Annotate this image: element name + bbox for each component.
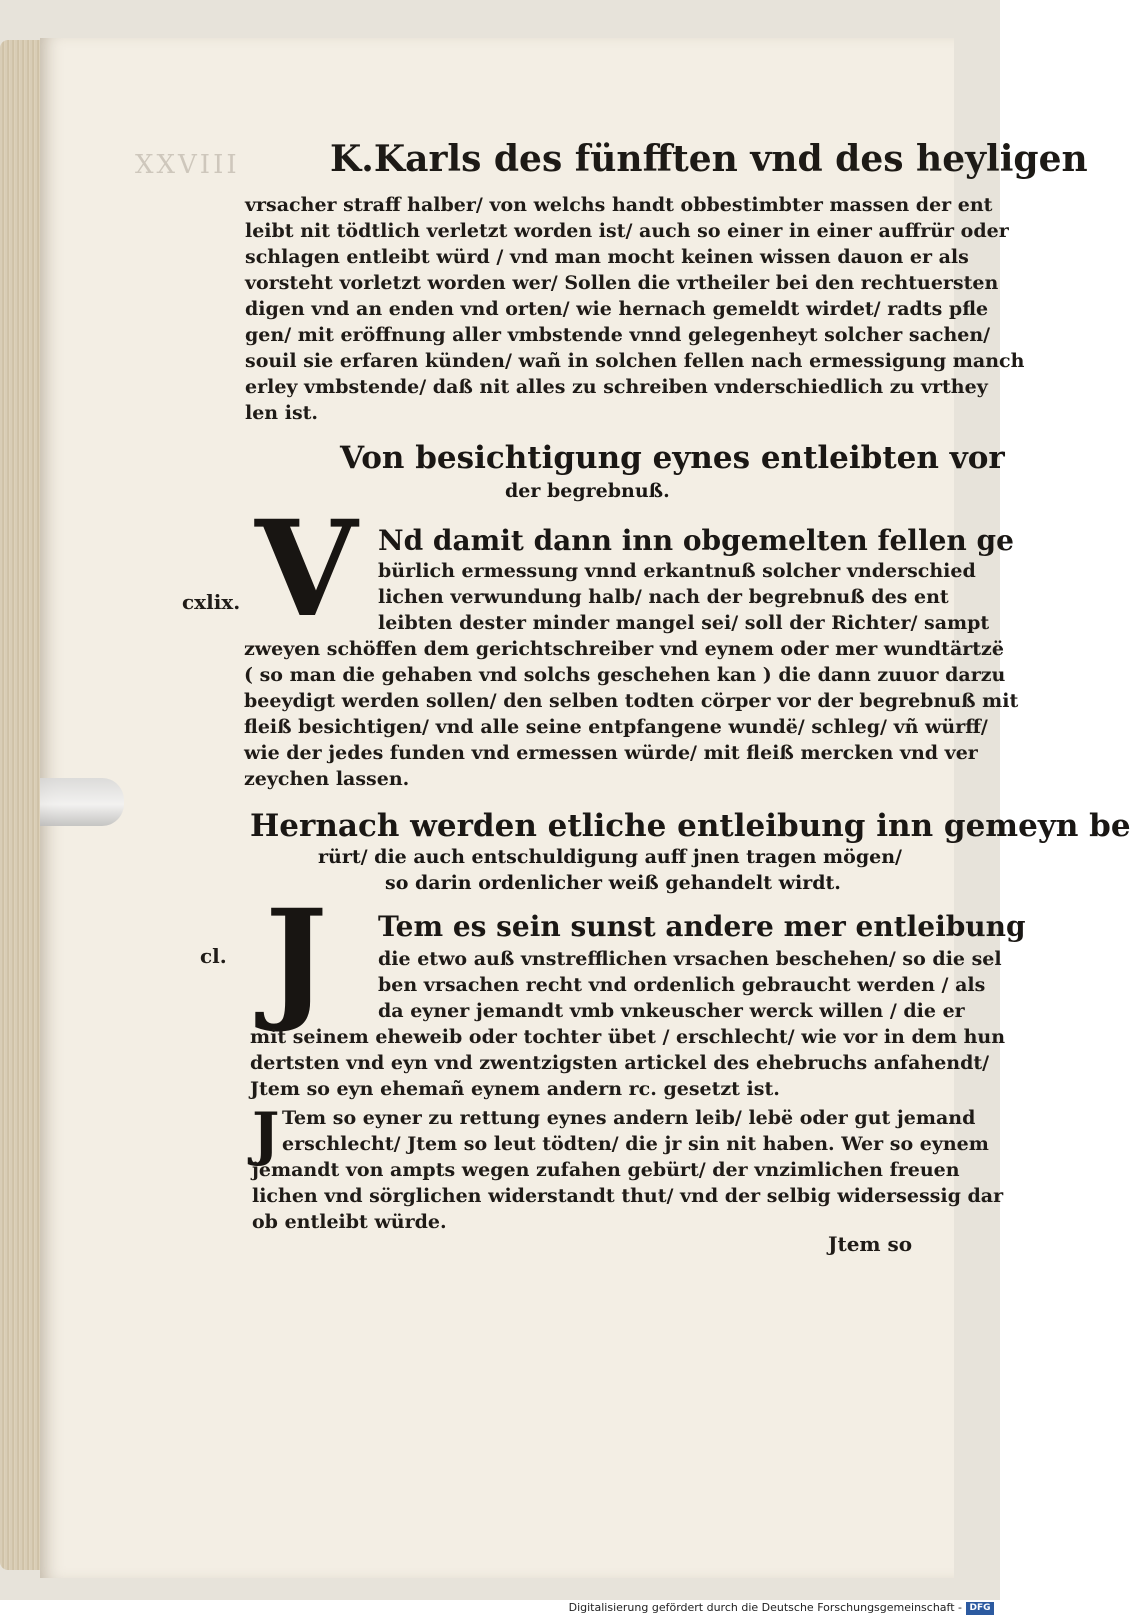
section-title: Hernach werden etliche entleibung inn gemeyn be — [250, 808, 1131, 844]
text-line: schlagen entleibt würd / vnd man mocht keinen wissen dauon er als — [245, 246, 969, 268]
article-number: cxlix. — [182, 590, 241, 614]
section-title-continuation: so darin ordenlicher weiß gehandelt wirdt. — [385, 872, 841, 894]
text-line: dertsten vnd eyn vnd zwentzigsten artickel des ehebruchs anfahendt/ — [250, 1052, 990, 1074]
text-line: zeychen lassen. — [244, 768, 410, 790]
text-line: leibten dester minder mangel sei/ soll der Richter/ sampt — [378, 612, 990, 634]
drop-cap-initial: J — [252, 1100, 280, 1168]
running-head: K.Karls des fünfften vnd des heyligen — [330, 138, 1088, 180]
indented-lines — [378, 558, 989, 636]
opening-line: Tem es sein sunst andere mer entleibung — [378, 910, 1026, 943]
text-line: gen/ mit eröffnung aller vmbstende vnnd gelegenheyt solcher sachen/ — [245, 324, 991, 346]
drop-cap-initial: V — [255, 492, 358, 647]
paragraph-body — [252, 1157, 1003, 1235]
text-line: bürlich ermessung vnnd erkantnuß solcher vnderschied — [378, 560, 976, 582]
text-line: vorsteht vorletzt worden wer/ Sollen die vrtheiler bei den rechtuersten — [245, 272, 999, 294]
text-line: Jtem so eyn ehemañ eynem andern rc. gesetzt ist. — [250, 1078, 780, 1100]
indented-lines — [282, 1105, 989, 1157]
section-title: Von besichtigung eynes entleibten vor — [340, 440, 1005, 476]
section-title-continuation: rürt/ die auch entschuldigung auff jnen tragen mögen/ — [318, 846, 902, 868]
text-line: jemandt von ampts wegen zufahen gebürt/ der vnzimlichen freuen — [252, 1159, 960, 1181]
indented-lines — [378, 946, 1002, 1024]
dfg-logo: DFG — [966, 1602, 994, 1615]
text-line: fleiß besichtigen/ vnd alle seine entpfangene wundë/ schleg/ vñ würff/ — [244, 716, 988, 738]
text-line: vrsacher straff halber/ von welchs handt obbestimbter massen der ent — [245, 194, 993, 216]
paragraph-body — [250, 1024, 1005, 1102]
text-line: Tem so eyner zu rettung eynes andern leib/ lebë oder gut jemand — [282, 1107, 976, 1129]
text-line: erschlecht/ Jtem so leut tödten/ die jr sin nit haben. Wer so eynem — [282, 1133, 989, 1155]
text-line: len ist. — [245, 402, 319, 424]
text-line: souil sie erfaren künden/ wañ in solchen fellen nach ermessigung manch — [245, 350, 1025, 372]
drop-cap-initial: J — [265, 881, 328, 1036]
text-line: erley vmbstende/ daß nit alles zu schreiben vnderschiedlich zu vrthey — [245, 376, 988, 398]
opening-line: Nd damit dann inn obgemelten fellen ge — [378, 524, 1014, 557]
text-line: wie der jedes funden vnd ermessen würde/ mit fleiß mercken vnd ver — [244, 742, 978, 764]
page-clip — [40, 778, 124, 826]
text-line: ben vrsachen recht vnd ordenlich gebraucht werden / als — [378, 974, 986, 996]
text-line: ob entleibt würde. — [252, 1211, 447, 1233]
text-line: leibt nit tödtlich verletzt worden ist/ auch so einer in einer auffrür oder — [245, 220, 1009, 242]
paragraph-continuation — [245, 192, 1024, 426]
catchword: Jtem so — [828, 1232, 913, 1256]
footer-credit: Digitalisierung gefördert durch die Deutsche Forschungsgemeinschaft - — [568, 1601, 962, 1614]
paragraph-body — [244, 636, 1018, 792]
text-line: zweyen schöffen dem gerichtschreiber vnd eynem oder mer wundtärtzë — [244, 638, 1004, 660]
bleed-through-folio: XXVIII — [135, 150, 240, 180]
text-line: lichen vnd sörglichen widerstandt thut/ vnd der selbig widersessig dar — [252, 1185, 1004, 1207]
article-number: cl. — [200, 944, 227, 968]
section-title-continuation: der begrebnuß. — [505, 480, 670, 502]
text-line: lichen verwundung halb/ nach der begrebnuß des ent — [378, 586, 949, 608]
text-line: ( so man die gehaben vnd solchs geschehen kan ) die dann zuuor darzu — [244, 664, 1006, 686]
text-line: beeydigt werden sollen/ den selben todten cörper vor der begrebnuß mit — [244, 690, 1019, 712]
text-line: da eyner jemandt vmb vnkeuscher werck willen / die er — [378, 1000, 965, 1022]
text-line: die etwo auß vnstrefflichen vrsachen beschehen/ so die sel — [378, 948, 1002, 970]
text-line: mit seinem eheweib oder tochter übet / erschlecht/ wie vor in dem hun — [250, 1026, 1006, 1048]
text-line: digen vnd an enden vnd orten/ wie hernach gemeldt wirdet/ radts pfle — [245, 298, 989, 320]
